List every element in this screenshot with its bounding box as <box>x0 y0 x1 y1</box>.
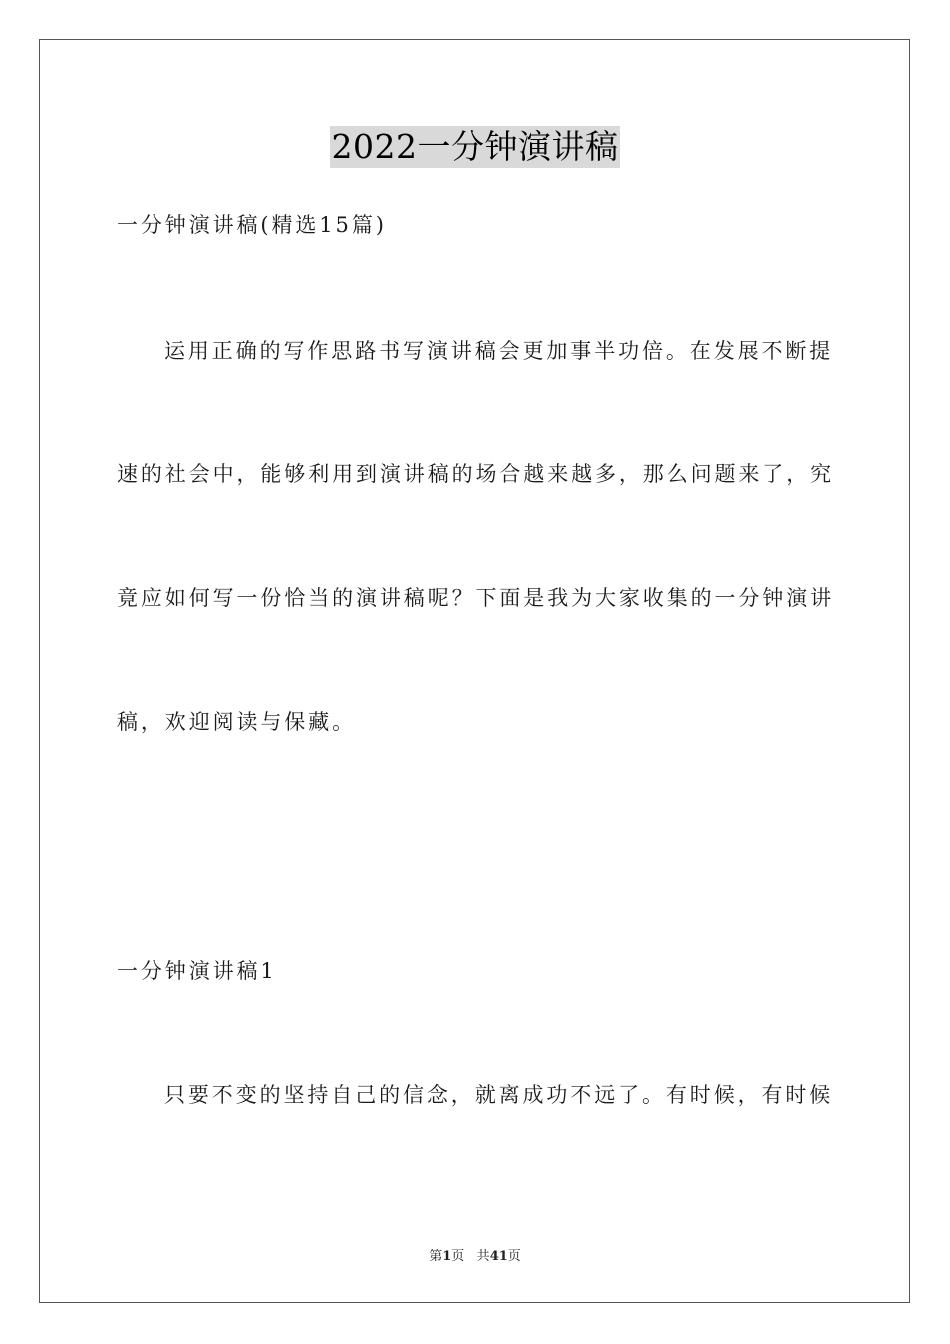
document-title: 2022一分钟演讲稿 <box>331 127 619 166</box>
intro-line-3: 竟应如何写一份恰当的演讲稿呢？下面是我为大家收集的一分钟演讲 <box>117 586 834 610</box>
page-suffix: 页 <box>451 1249 465 1264</box>
section-line-1: 只要不变的坚持自己的信念，就离成功不远了。有时候，有时候 <box>164 1083 834 1107</box>
page-footer <box>0 1248 950 1266</box>
intro-line-2: 速的社会中，能够利用到演讲稿的场合越来越多，那么问题来了，究 <box>117 462 834 486</box>
total-pages: 41 <box>489 1249 508 1264</box>
total-suffix: 页 <box>507 1249 521 1264</box>
page-prefix: 第 <box>429 1249 443 1264</box>
intro-line-4: 稿，欢迎阅读与保藏。 <box>117 710 356 734</box>
total-prefix: 共 <box>476 1249 490 1264</box>
intro-line-1: 运用正确的写作思路书写演讲稿会更加事半功倍。在发展不断提 <box>164 339 834 363</box>
section-heading: 一分钟演讲稿1 <box>117 959 277 983</box>
page-number: 1 <box>442 1249 452 1264</box>
document-subtitle: 一分钟演讲稿(精选15篇) <box>117 213 387 237</box>
title-container <box>0 126 950 168</box>
